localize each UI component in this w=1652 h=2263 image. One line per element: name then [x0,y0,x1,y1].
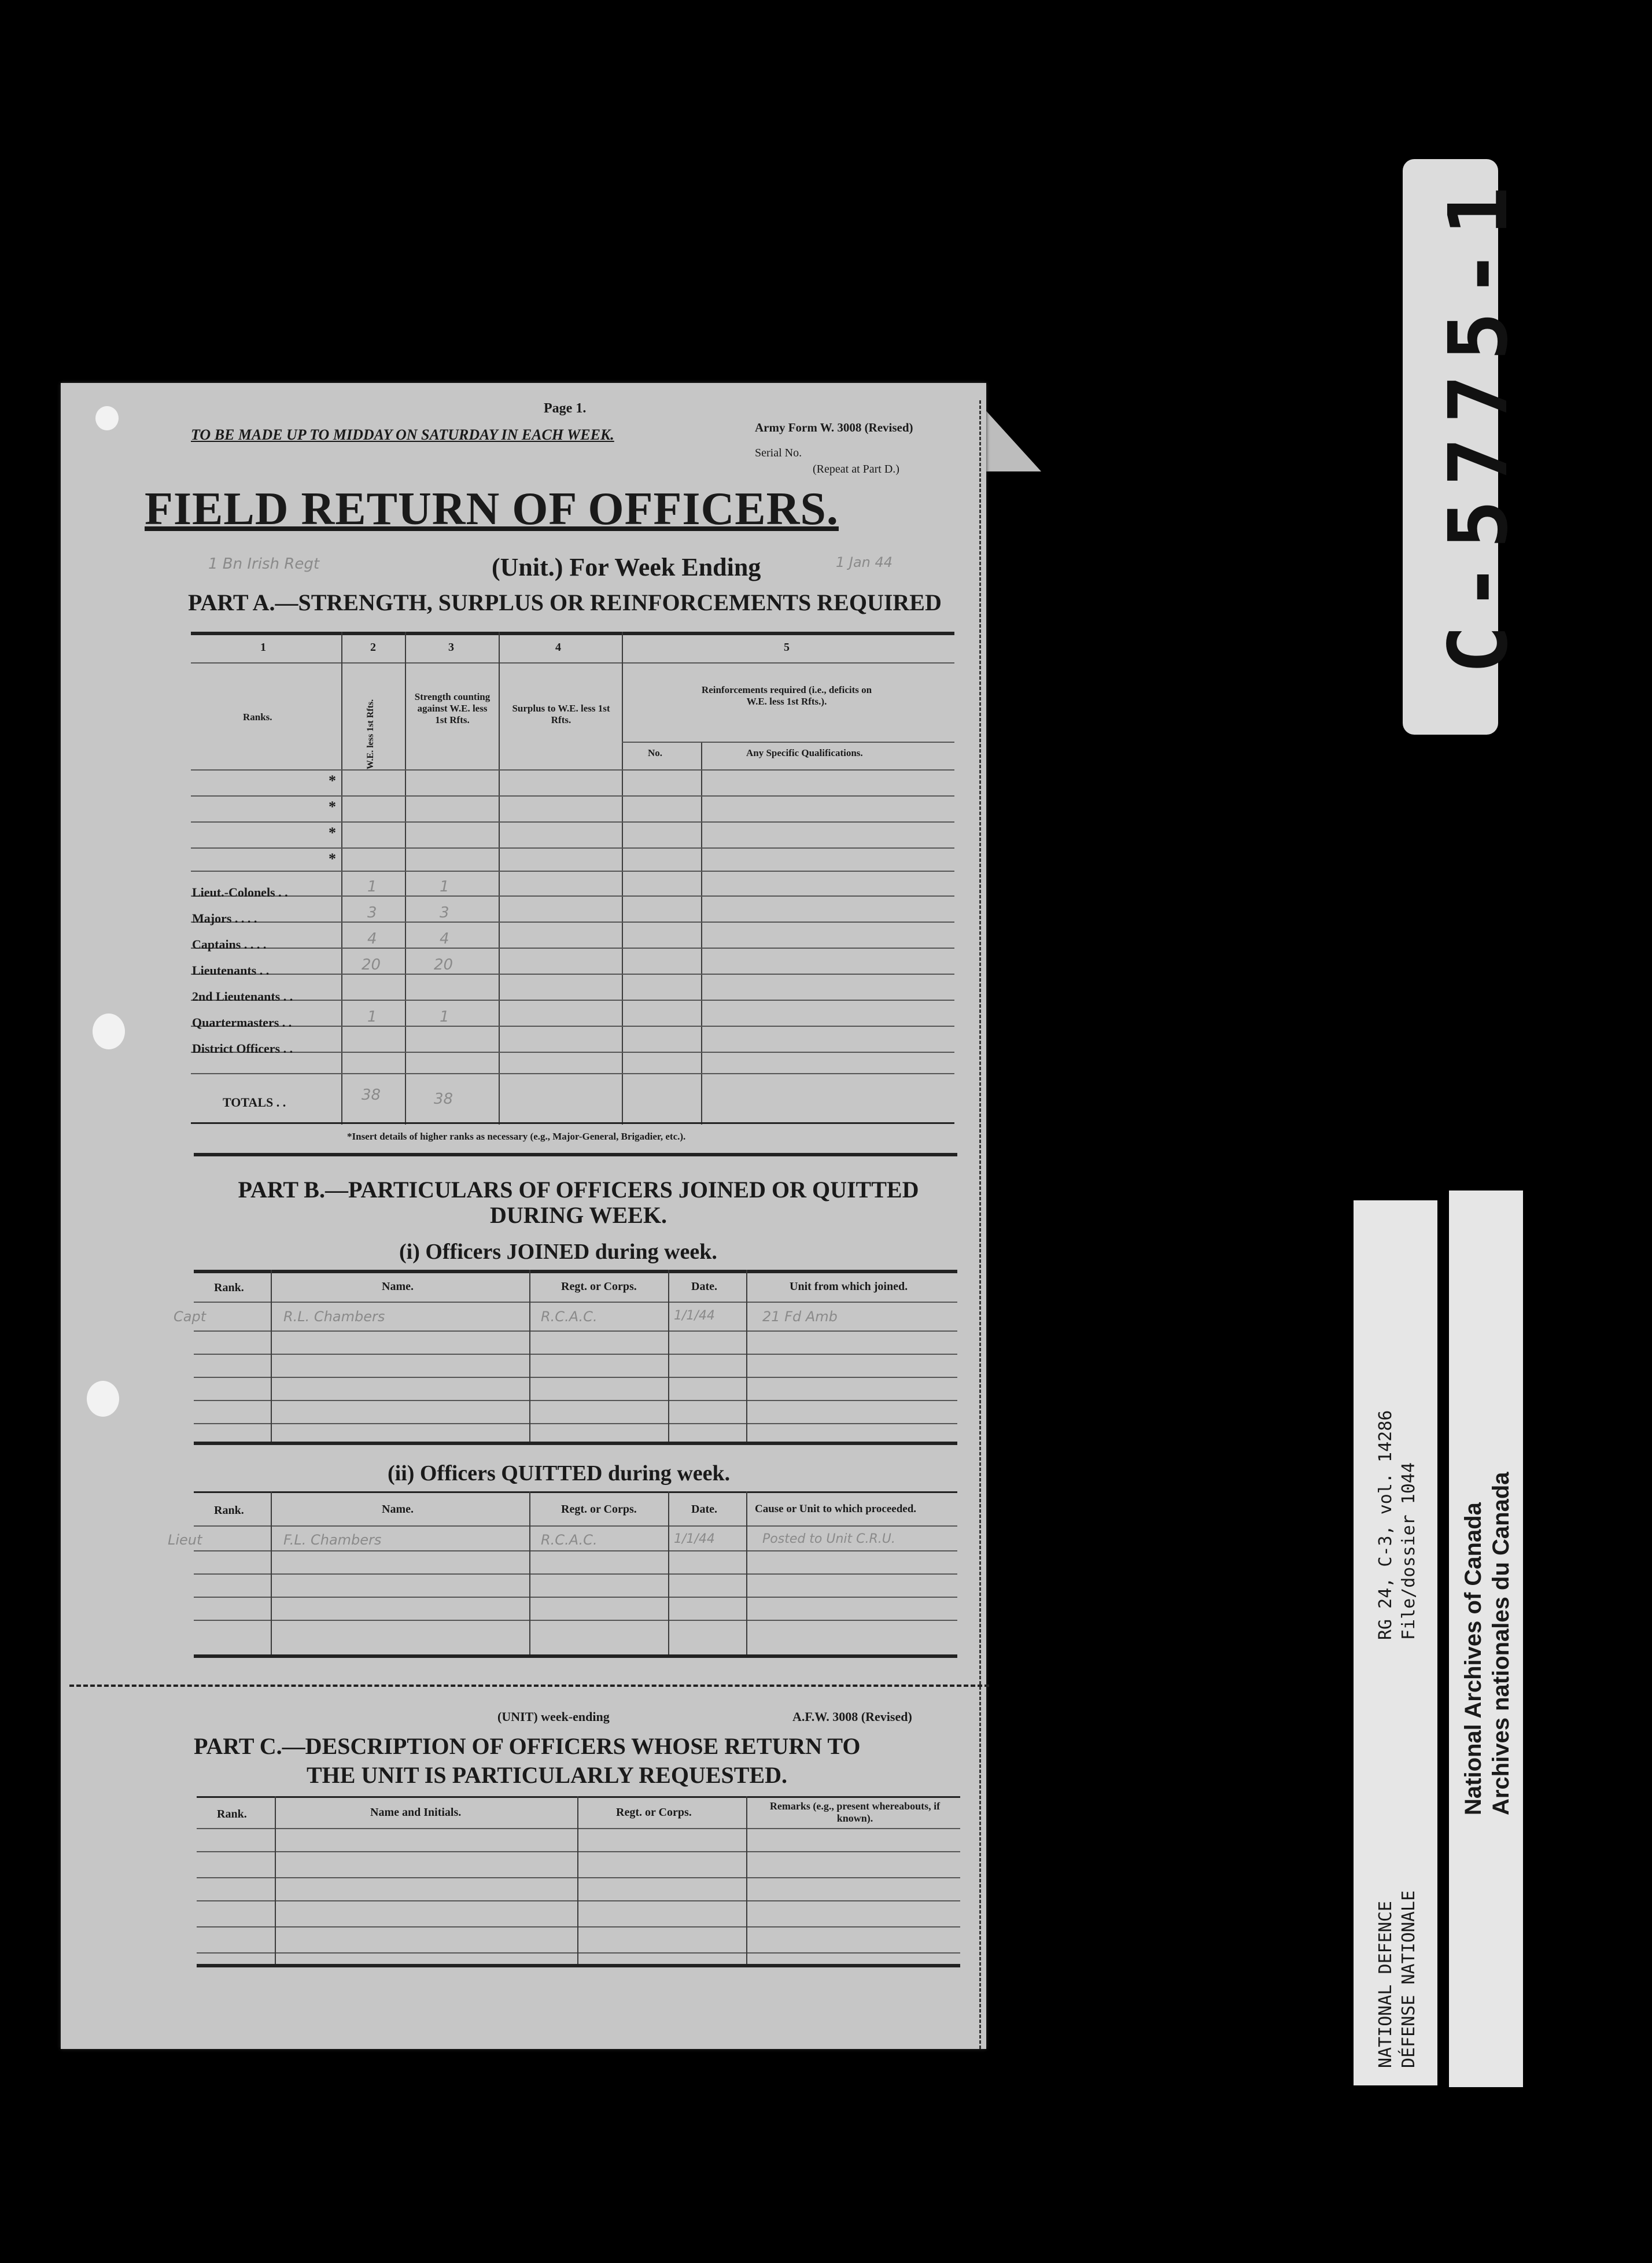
table-rule [191,769,954,771]
dashed-edge [979,400,981,2049]
table-rule [194,1302,957,1303]
archives-name-fr: Archives nationales du Canada [1488,1472,1514,1815]
we-value: 20 [362,956,381,974]
column-divider [271,1270,272,1442]
star-marker: * [329,772,336,789]
table-rule [194,1354,957,1355]
strength-value: 1 [440,1008,449,1026]
part-c-unit-line: (UNIT) week-ending [497,1709,610,1724]
instruction-text: TO BE MADE UP TO MIDDAY ON SATURDAY IN EACH WEEK. [191,426,614,443]
table-rule [194,1597,957,1598]
joined-col-name: Name. [382,1280,414,1293]
col-number-5: 5 [784,641,790,654]
table-rule [191,922,954,923]
serial-no-label: Serial No. [755,447,802,459]
table-rule [191,871,954,872]
quitted-heading: (ii) Officers QUITTED during week. [388,1461,731,1486]
table-rule [194,1400,957,1401]
we-value: 1 [367,878,377,895]
part-c-col-name: Name and Initials. [370,1806,462,1819]
quitted-col-cause: Cause or Unit to which proceeded. [755,1503,917,1515]
punch-hole [93,1013,125,1049]
table-rule [191,1052,954,1053]
archive-reference-label [1354,1200,1437,2085]
microfilm-number: C-5775-1 [1432,172,1526,674]
part-c-col-remarks: Remarks (e.g., present whereabouts, if known). [769,1800,941,1824]
quitted-date-value: 1/1/44 [674,1532,715,1546]
table-rule [194,1525,957,1527]
table-rule [622,742,954,743]
col-number-2: 2 [370,641,376,654]
column-divider [746,1491,747,1654]
column-divider [275,1796,276,1964]
table-rule [197,1964,960,1967]
strength-value: 1 [440,878,449,895]
rank-label: District Officers . . [192,1041,293,1056]
quitted-name-value: F.L. Chambers [283,1532,382,1548]
part-a-footnote: *Insert details of higher ranks as necessary (e.g., Major-General, Brigadier, etc.). [347,1131,686,1142]
strength-value: 20 [434,956,453,974]
column-divider [341,632,342,1125]
part-c-col-regt: Regt. or Corps. [616,1806,692,1819]
table-rule [191,895,954,897]
joined-regt-value: R.C.A.C. [541,1309,598,1325]
table-rule [194,1620,957,1621]
rank-label: Majors . . . . [192,911,257,926]
col-surplus-header: Surplus to W.E. less 1st Rfts. [512,703,610,725]
table-rule [194,1423,957,1424]
joined-unit-value: 21 Fd Amb [762,1309,838,1325]
form-title: FIELD RETURN OF OFFICERS. [145,484,839,535]
part-c-col-rank: Rank. [217,1808,247,1820]
column-divider [577,1796,578,1964]
column-divider [668,1491,669,1654]
archive-dept-line1: NATIONAL DEFENCE [1376,1901,1396,2068]
column-divider [529,1491,530,1654]
section-rule [194,1153,957,1156]
strength-value: 4 [440,930,449,948]
quitted-col-date: Date. [691,1503,717,1516]
rank-label: Lieutenants . . [192,963,270,978]
part-b-heading: PART B.—PARTICULARS OF OFFICERS JOINED OR QUITTED DURING WEEK. [238,1177,919,1228]
week-ending-label: (Unit.) For Week Ending [492,553,761,581]
table-rule [197,1900,960,1901]
col-qualifications-header: Any Specific Qualifications. [746,747,863,758]
table-rule [197,1926,960,1927]
tear-line [69,1685,989,1687]
part-c-heading-line2: THE UNIT IS PARTICULARLY REQUESTED. [307,1762,788,1788]
table-rule [194,1654,957,1658]
star-marker: * [329,798,336,815]
we-value: 1 [367,1008,377,1026]
table-rule [197,1796,960,1798]
rank-label: Quartermasters . . [192,1015,292,1030]
unit-name-handwritten: 1 Bn Irish Regt [208,555,320,573]
column-divider [529,1270,530,1442]
col-reinforcements-header: Reinforcements required (i.e., deficits on W.E. less 1st Rfts.). [701,684,872,707]
archive-dept-line2: DÉFENSE NATIONALE [1399,1890,1419,2068]
repeat-note: (Repeat at Part D.) [813,463,899,476]
quitted-cause-value: Posted to Unit C.R.U. [762,1532,895,1546]
table-rule [191,1000,954,1001]
we-value: 4 [367,930,377,948]
column-divider [746,1796,747,1964]
table-rule [194,1491,957,1493]
part-c-heading-line1: PART C.—DESCRIPTION OF OFFICERS WHOSE RETURN TO [194,1733,861,1759]
punch-hole [87,1381,119,1417]
star-marker: * [329,850,336,867]
archives-name-en: National Archives of Canada [1461,1502,1486,1815]
column-divider [668,1270,669,1442]
table-rule [194,1442,957,1445]
paper-tab [983,408,1041,471]
quitted-regt-value: R.C.A.C. [541,1532,598,1548]
rank-label: 2nd Lieutenants . . [192,989,293,1004]
col-number-3: 3 [448,641,454,654]
col-strength-header: Strength counting against W.E. less 1st Rfts. [414,691,491,725]
table-rule [191,1026,954,1027]
table-rule [194,1377,957,1378]
quitted-col-name: Name. [382,1503,414,1516]
table-rule [191,795,954,797]
column-divider [622,632,623,1125]
column-divider [746,1270,747,1442]
rank-label: Captains . . . . [192,937,267,952]
archive-ref-line1: RG 24, C-3, vol. 14286 [1376,1410,1396,1640]
table-rule [191,1073,954,1074]
joined-col-date: Date. [691,1280,717,1293]
totals-we: 38 [362,1086,381,1104]
part-a-heading: PART A.—STRENGTH, SURPLUS OR REINFORCEMENTS REQUIRED [188,589,942,615]
punch-hole [95,406,119,430]
totals-strength: 38 [434,1090,453,1108]
table-rule [194,1330,957,1332]
archives-canada-label [1449,1191,1523,2087]
table-rule [191,821,954,823]
table-rule [197,1851,960,1852]
col-no-header: No. [648,747,663,758]
column-divider [271,1491,272,1654]
totals-label: TOTALS . . [223,1095,286,1110]
joined-heading: (i) Officers JOINED during week. [399,1240,717,1264]
page-number: Page 1. [544,401,587,416]
table-rule [191,632,954,635]
joined-col-rank: Rank. [214,1281,244,1294]
table-rule [197,1828,960,1829]
rank-label: Lieut.-Colonels . . [192,885,288,900]
table-rule [191,974,954,975]
table-rule [197,1877,960,1878]
table-rule [191,847,954,849]
quitted-col-regt: Regt. or Corps. [561,1503,637,1516]
column-divider [499,632,500,1125]
part-c-form-ref: A.F.W. 3008 (Revised) [792,1709,912,1724]
strength-value: 3 [440,904,449,922]
table-rule [194,1573,957,1575]
col-number-4: 4 [555,641,561,654]
army-form-ref: Army Form W. 3008 (Revised) [755,421,913,434]
we-value: 3 [367,904,377,922]
table-rule [197,1952,960,1954]
table-rule [194,1550,957,1551]
column-divider [405,632,406,1125]
col-ranks-header: Ranks. [243,712,272,723]
joined-rank-value: Capt [174,1309,207,1325]
joined-col-regt: Regt. or Corps. [561,1280,637,1293]
table-rule [191,1122,954,1124]
table-rule [191,948,954,949]
archive-ref-line2: File/dossier 1044 [1399,1462,1419,1640]
week-ending-handwritten: 1 Jan 44 [836,554,893,570]
table-rule [194,1270,957,1273]
joined-col-unit: Unit from which joined. [790,1280,908,1293]
joined-name-value: R.L. Chambers [283,1309,385,1325]
joined-date-value: 1/1/44 [674,1309,715,1323]
star-marker: * [329,824,336,841]
table-rule [191,662,954,664]
quitted-rank-value: Lieut [168,1532,202,1548]
quitted-col-rank: Rank. [214,1504,244,1517]
col-number-1: 1 [260,641,266,654]
column-divider [701,742,702,1125]
col-we-header: W.E. less 1st Rfts. [366,699,375,769]
